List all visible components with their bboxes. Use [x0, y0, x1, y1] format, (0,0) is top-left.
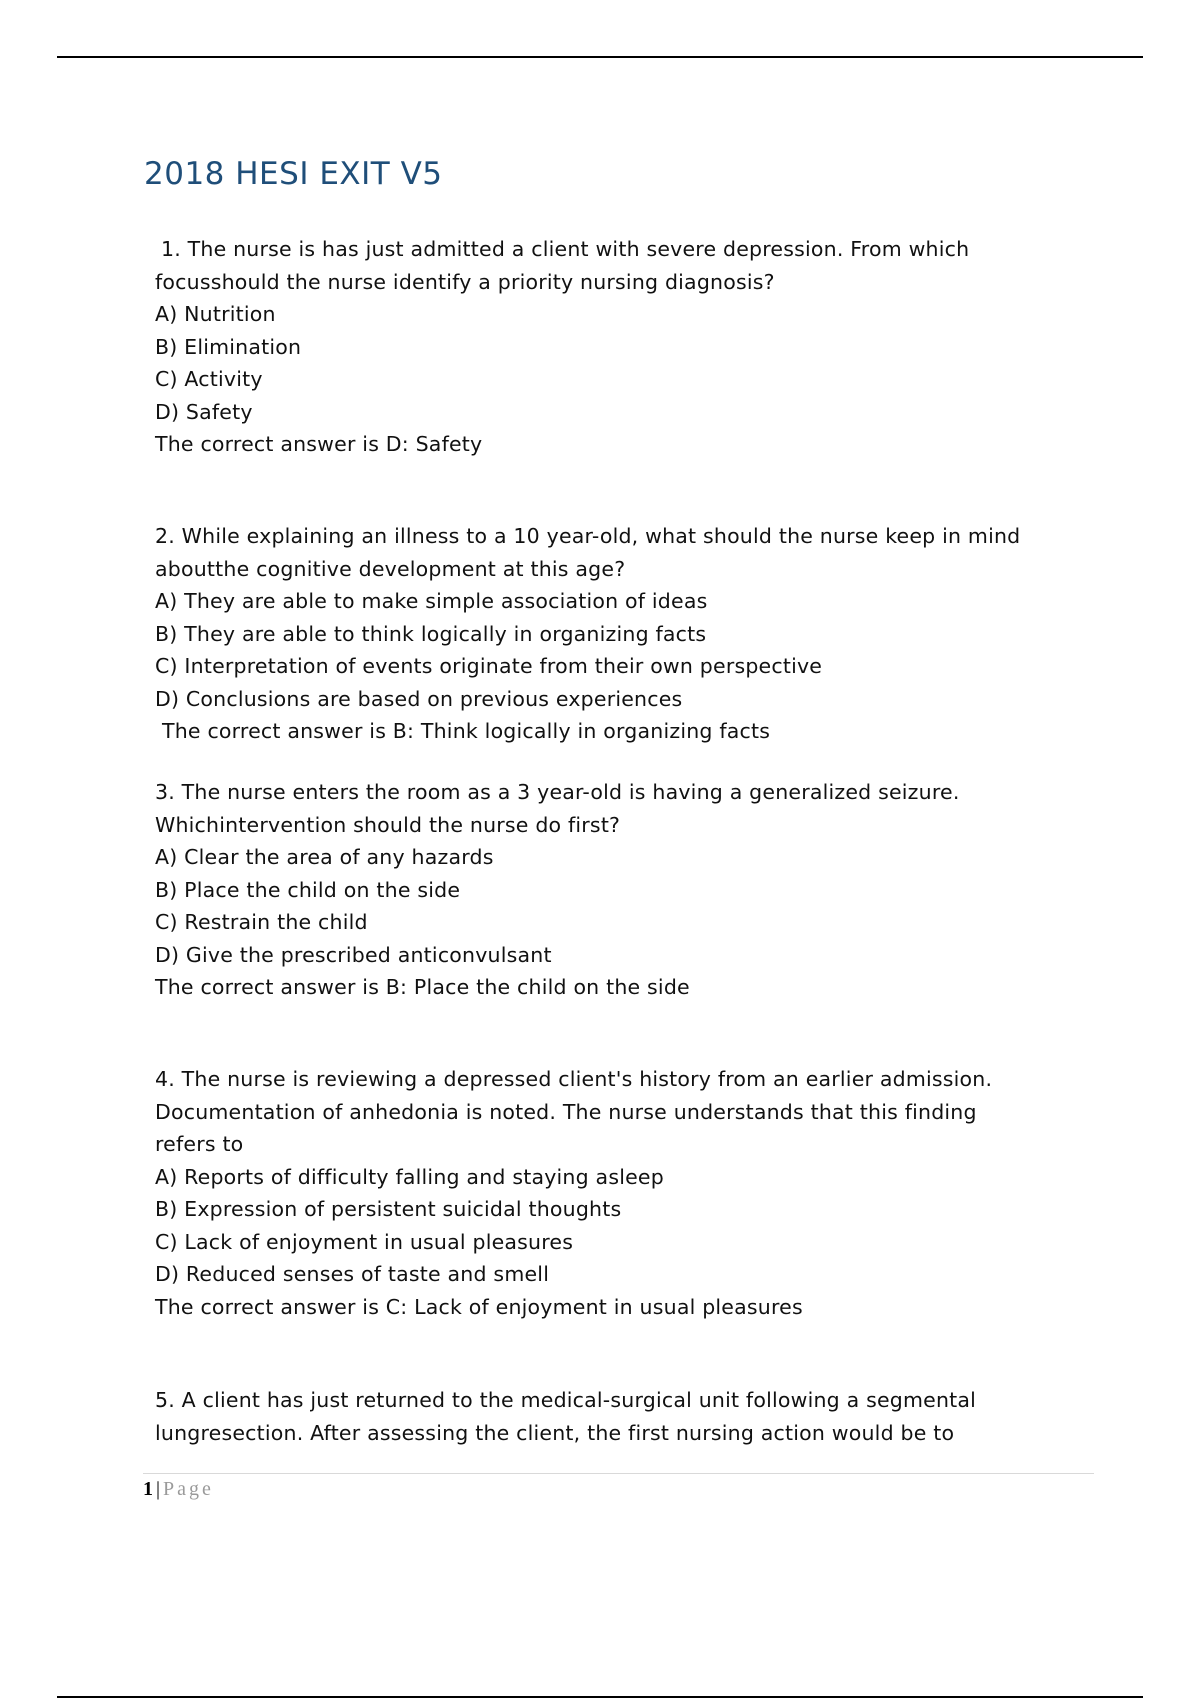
answer-option: B) Place the child on the side: [155, 877, 461, 902]
question-stem-line: focusshould the nurse identify a priority nursing diagnosis?: [155, 269, 775, 294]
answer-option: D) Conclusions are based on previous experiences: [155, 686, 683, 711]
header-rule: [57, 56, 1143, 58]
question-stem-line: aboutthe cognitive development at this age?: [155, 556, 626, 581]
answer-option: B) Elimination: [155, 334, 302, 359]
correct-answer: The correct answer is B: Think logically in organizing facts: [162, 719, 771, 743]
question-stem-line: lungresection. After assessing the client, the first nursing action would be to: [155, 1420, 955, 1445]
answer-option: D) Give the prescribed anticonvulsant: [155, 942, 552, 967]
answer-option: C) Restrain the child: [155, 910, 368, 934]
question-block: [155, 1063, 1055, 1323]
question-stem-line: 3. The nurse enters the room as a 3 year-old is having a generalized seizure.: [155, 780, 960, 804]
answer-option: D) Safety: [155, 399, 253, 424]
question-block: [155, 233, 1055, 461]
correct-answer: The correct answer is C: Lack of enjoyment in usual pleasures: [155, 1294, 803, 1319]
question-stem-line: refers to: [155, 1132, 244, 1156]
question-block: [155, 1384, 1055, 1449]
answer-option: C) Interpretation of events originate from their own perspective: [155, 654, 823, 678]
question-stem-line: 5. A client has just returned to the medical-surgical unit following a segmental: [155, 1388, 977, 1412]
page-footer: [143, 1478, 214, 1501]
document-title: 2018 HESI EXIT V5: [144, 156, 443, 192]
question-block: [155, 520, 1055, 748]
question-stem-line: Documentation of anhedonia is noted. The nurse understands that this finding: [155, 1099, 977, 1124]
answer-option: A) Nutrition: [155, 302, 276, 326]
answer-option: C) Lack of enjoyment in usual pleasures: [155, 1229, 574, 1254]
correct-answer: The correct answer is D: Safety: [155, 432, 483, 456]
page-label: Page: [163, 1478, 214, 1500]
answer-option: B) Expression of persistent suicidal thoughts: [155, 1197, 622, 1221]
bottom-rule: [57, 1696, 1143, 1698]
correct-answer: The correct answer is B: Place the child on the side: [155, 975, 690, 999]
answer-option: A) Reports of difficulty falling and staying asleep: [155, 1164, 664, 1189]
question-stem-line: 2. While explaining an illness to a 10 year-old, what should the nurse keep in mind: [155, 524, 1021, 548]
answer-option: A) Clear the area of any hazards: [155, 845, 494, 869]
answer-option: B) They are able to think logically in organizing facts: [155, 621, 707, 646]
page-number: 1: [143, 1478, 153, 1500]
footer-rule: [143, 1473, 1094, 1474]
question-stem-line: 1. The nurse is has just admitted a client with severe depression. From which: [161, 237, 970, 261]
answer-option: A) They are able to make simple association of ideas: [155, 589, 708, 613]
question-block: [155, 776, 1055, 1004]
question-stem-line: 4. The nurse is reviewing a depressed client's history from an earlier admission.: [155, 1067, 993, 1091]
page-separator: |: [156, 1478, 161, 1500]
question-stem-line: Whichintervention should the nurse do first?: [155, 812, 621, 837]
answer-option: D) Reduced senses of taste and smell: [155, 1262, 550, 1286]
answer-option: C) Activity: [155, 367, 263, 391]
